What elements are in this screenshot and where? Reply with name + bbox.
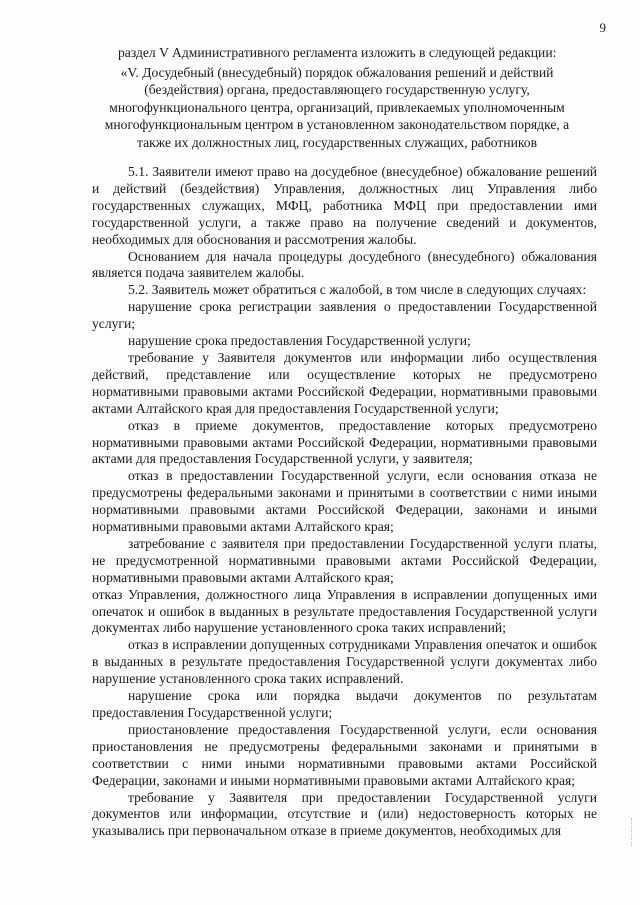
paragraph: 5.1. Заявители имеют право на досудебное (внесудебное) обжалование решений и действий (бездействия) Управления, должностных лиц Управления либо государственных служащих, МФЦ, работника МФЦ при предоставлении ими государственной услуги, а также право на получение сведений и документов, необходимых для обоснования и рассмотрения жалобы. xyxy=(92,164,597,247)
page-number: 9 xyxy=(599,20,606,35)
paragraph: требование у Заявителя документов или информации либо осуществления действий, представление или осуществление которых не предусмотрено нормативными правовыми актами Российской Федерации, нормативными правовыми актами Алтайского края для предоставления Государственной услуги; xyxy=(92,349,597,416)
paragraph: нарушение срока предоставления Государственной услуги; xyxy=(128,333,471,349)
scan-edge-mark xyxy=(625,818,632,846)
paragraph: нарушение срока или порядка выдачи документов по результатам предоставления Государственной услуги; xyxy=(92,688,597,720)
intro-line: раздел V Административного регламента изложить в следующей редакции: xyxy=(118,45,557,60)
paragraph: нарушение срока регистрации заявления о предоставлении Государственной услуги; xyxy=(92,299,597,332)
section-heading: «V. Досудебный (внесудебный) порядок обжалования решений и действий (бездействия) органа, предоставляющего государственную услугу, многофункционального центра, организаций, привлекаемых уполномоченным многофункциональным центром в установленном законодательством порядке, а также их должностных лиц, государственных служащих, работников xyxy=(104,65,570,150)
paragraph: требование у Заявителя при предоставлении Государственной услуги документов или информации, отсутствие и (или) недостоверность которых не указывались при первоначальном отказе в приеме документов, необходимых для xyxy=(92,789,597,839)
paragraph: отказ Управления, должностного лица Управления в исправлении допущенных ими опечаток и ошибок в выданных в результате предоставления Государственной услуги документах либо нарушение установленного срока таких исправлений; xyxy=(92,586,597,636)
paragraph: приостановление предоставления Государственной услуги, если основания приостановления не предусмотрены федеральными законами и принятыми в соответствии с ними иными нормативными правовыми актами Российской Федерации, законами и иными нормативными правовыми актами Алтайского края; xyxy=(92,721,597,788)
paragraph: 5.2. Заявитель может обратиться с жалобой, в том числе в следующих случаях: xyxy=(128,282,587,298)
paragraph: Основанием для начала процедуры досудебного (внесудебного) обжалования является подача заявителем жалобы. xyxy=(92,248,597,281)
paragraph: отказ в предоставлении Государственной услуги, если основания отказа не предусмотрены федеральными законами и принятыми в соответствии с ними иными нормативными правовыми актами Российской Федерации, законами и иными нормативными правовыми актами Алтайского края; xyxy=(92,468,597,535)
body-text xyxy=(92,164,597,840)
paragraph: затребование с заявителя при предоставлении Государственной услуги платы, не предусмотренной нормативными правовыми актами Российской Федерации, нормативными правовыми актами Алтайского края; xyxy=(92,535,597,585)
paragraph: отказ в приеме документов, предоставление которых предусмотрено нормативными правовыми актами Российской Федерации, нормативными правовыми актами для предоставления Государственной услуги, у заявителя; xyxy=(92,417,597,467)
paragraph: отказ в исправлении допущенных сотрудниками Управления опечаток и ошибок в выданных в результате предоставления Государственной услуги документах либо нарушение установленного срока таких исправлений. xyxy=(92,637,597,687)
